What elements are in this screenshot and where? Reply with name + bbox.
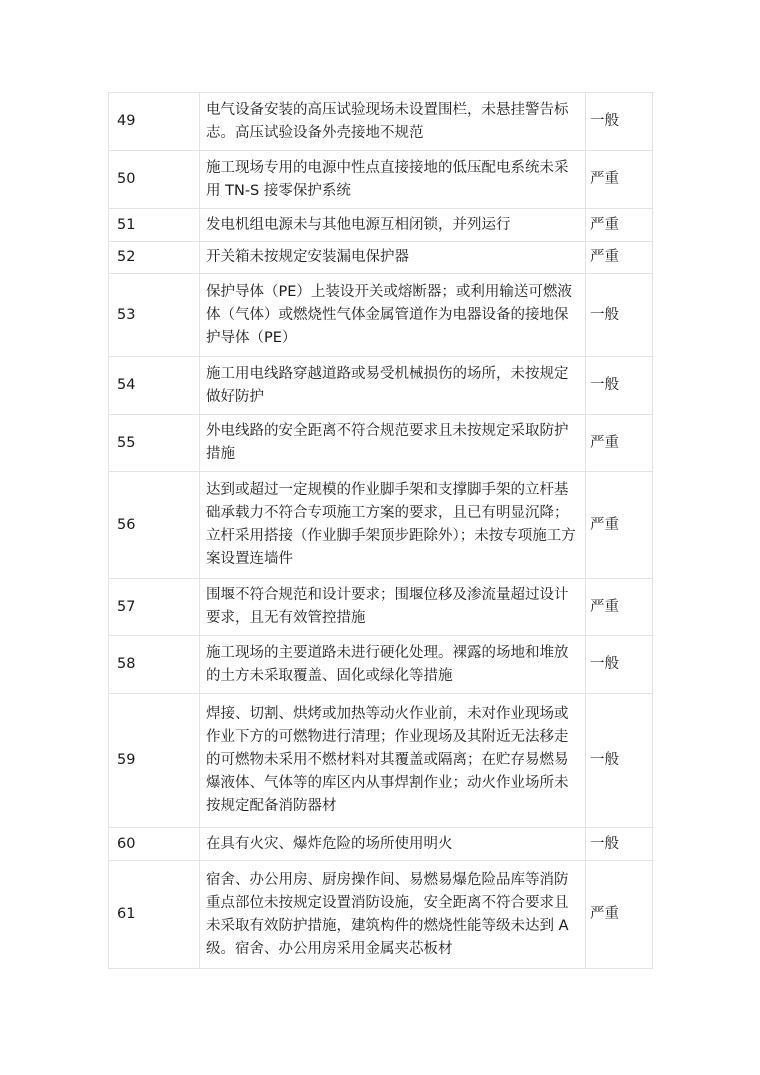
table-row [109, 694, 653, 828]
table-row [109, 636, 653, 694]
row-severity: 严重 [586, 472, 653, 579]
row-severity: 严重 [586, 209, 653, 242]
row-severity: 严重 [586, 415, 653, 472]
row-description: 施工现场专用的电源中性点直接接地的低压配电系统未采用 TN-S 接零保护系统 [200, 151, 586, 209]
row-severity: 一般 [586, 636, 653, 694]
row-description: 达到或超过一定规模的作业脚手架和支撑脚手架的立杆基础承载力不符合专项施工方案的要求，且已有明显沉降；立杆采用搭接（作业脚手架顶步距除外）；未按专项施工方案设置连墙件 [200, 472, 586, 579]
table-row [109, 151, 653, 209]
row-severity: 一般 [586, 93, 653, 151]
row-severity: 严重 [586, 579, 653, 636]
row-number: 50 [109, 151, 200, 209]
row-severity: 一般 [586, 694, 653, 828]
row-description: 开关箱未按规定安装漏电保护器 [200, 242, 586, 274]
row-description: 电气设备安装的高压试验现场未设置围栏，未悬挂警告标志。高压试验设备外壳接地不规范 [200, 93, 586, 151]
row-severity: 一般 [586, 828, 653, 861]
row-description: 发电机组电源未与其他电源互相闭锁，并列运行 [200, 209, 586, 242]
row-number: 61 [109, 861, 200, 969]
row-description: 施工用电线路穿越道路或易受机械损伤的场所，未按规定做好防护 [200, 357, 586, 415]
row-severity: 一般 [586, 274, 653, 357]
table-row [109, 415, 653, 472]
row-number: 57 [109, 579, 200, 636]
table-row [109, 274, 653, 357]
row-number: 58 [109, 636, 200, 694]
row-severity: 严重 [586, 861, 653, 969]
row-number: 49 [109, 93, 200, 151]
table-row [109, 93, 653, 151]
row-number: 52 [109, 242, 200, 274]
table-row [109, 357, 653, 415]
row-description: 焊接、切割、烘烤或加热等动火作业前，未对作业现场或作业下方的可燃物进行清理；作业现场及其附近无法移走的可燃物未采用不燃材料对其覆盖或隔离；在贮存易燃易爆液体、气体等的库区内从事焊割作业；动火作业场所未按规定配备消防器材 [200, 694, 586, 828]
table-row [109, 861, 653, 969]
row-number: 51 [109, 209, 200, 242]
row-number: 59 [109, 694, 200, 828]
hazard-table [108, 92, 653, 969]
table-row [109, 579, 653, 636]
row-severity: 一般 [586, 357, 653, 415]
row-severity: 严重 [586, 151, 653, 209]
row-number: 53 [109, 274, 200, 357]
document-page [108, 92, 652, 969]
row-number: 54 [109, 357, 200, 415]
row-description: 外电线路的安全距离不符合规范要求且未按规定采取防护措施 [200, 415, 586, 472]
row-description: 围堰不符合规范和设计要求；围堰位移及渗流量超过设计要求，且无有效管控措施 [200, 579, 586, 636]
table-row [109, 828, 653, 861]
table-row [109, 209, 653, 242]
row-description: 保护导体（PE）上装设开关或熔断器；或利用输送可燃液体（气体）或燃烧性气体金属管道作为电器设备的接地保护导体（PE） [200, 274, 586, 357]
row-description: 宿舍、办公用房、厨房操作间、易燃易爆危险品库等消防重点部位未按规定设置消防设施，安全距离不符合要求且未采取有效防护措施，建筑构件的燃烧性能等级未达到 A 级。宿舍、办公用房采用金属夹芯板材 [200, 861, 586, 969]
table-row [109, 472, 653, 579]
row-description: 在具有火灾、爆炸危险的场所使用明火 [200, 828, 586, 861]
row-number: 60 [109, 828, 200, 861]
row-description: 施工现场的主要道路未进行硬化处理。裸露的场地和堆放的土方未采取覆盖、固化或绿化等措施 [200, 636, 586, 694]
table-row [109, 242, 653, 274]
row-number: 55 [109, 415, 200, 472]
row-severity: 严重 [586, 242, 653, 274]
row-number: 56 [109, 472, 200, 579]
